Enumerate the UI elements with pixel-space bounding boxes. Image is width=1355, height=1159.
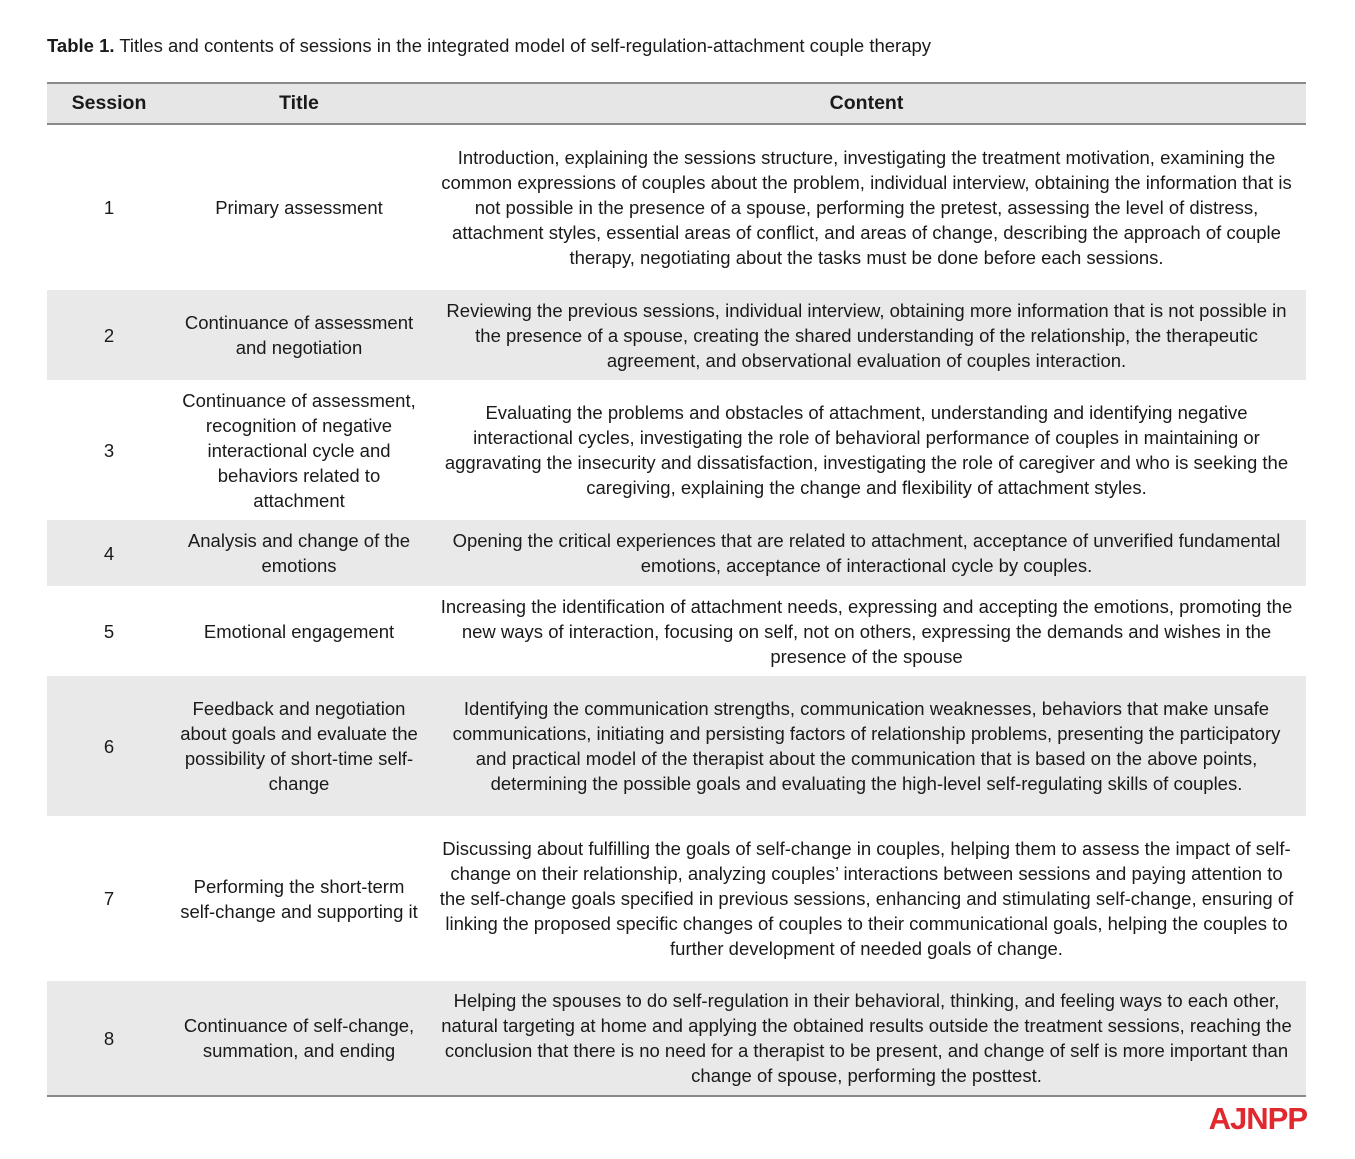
session-content: Evaluating the problems and obstacles of attachment, understanding and identifying negative interactional cycles, investigating the role of behavioral performance of couples in maintaining or aggravating the insecurity and dissatisfaction, investigating the role of caregiver and who is seeking the caregiving, explaining the change and flexibility of attachment styles.	[444, 402, 1289, 498]
sessions-table-container	[47, 82, 1306, 1097]
session-title: Continuance of assessment, recognition of negative interactional cycle and behaviors related to attachment	[182, 389, 416, 511]
caption-text: Titles and contents of sessions in the integrated model of self-regulation-attachment couple therapy	[114, 35, 932, 56]
header-row	[47, 83, 1306, 124]
session-title: Analysis and change of the emotions	[187, 530, 411, 576]
session-content: Reviewing the previous sessions, individual interview, obtaining more information that is not possible in the presence of a spouse, creating the shared understanding of the relationship, the therapeutic agreement, and observational evaluation of couples interaction.	[446, 299, 1287, 371]
session-number: 2	[103, 324, 115, 346]
table-row	[47, 816, 1306, 981]
session-title: Continuance of assessment and negotiation	[184, 312, 414, 358]
session-content: Discussing about fulfilling the goals of self-change in couples, helping them to assess the impact of self-change on their relationship, analyzing couples’ interactions between sessions and paying attention to the self-change goals specified in previous sessions, enhancing and stimulating self-change, ensuring of linking the proposed specific changes of couples to their communicational goals, helping the couples to further development of needed goals of change.	[439, 838, 1294, 959]
table-header	[47, 83, 1306, 124]
session-title: Primary assessment	[215, 197, 383, 218]
header-content: Content	[427, 83, 1306, 124]
session-content: Identifying the communication strengths, communication weaknesses, behaviors that make unsafe communications, initiating and persisting factors of relationship problems, presenting the participatory and practical model of the therapist about the communication that is based on the above points, determining the possible goals and evaluating the high-level self-regulating skills of couples.	[452, 698, 1281, 794]
table-row	[47, 676, 1306, 816]
session-number: 8	[47, 981, 171, 1096]
session-title: Performing the short-term self-change and supporting it	[180, 875, 418, 922]
session-content: Opening the critical experiences that are related to attachment, acceptance of unverified fundamental emotions, acceptance of interactional cycle by couples.	[452, 530, 1281, 576]
table-row	[47, 981, 1306, 1096]
session-number: 6	[103, 735, 115, 757]
journal-logo: AJNPP	[1208, 1101, 1307, 1136]
table-row	[47, 586, 1306, 676]
session-number: 1	[103, 197, 115, 218]
session-title: Feedback and negotiation about goals and evaluate the possibility of short-time self-change	[180, 698, 418, 794]
header-title: Title	[171, 83, 427, 124]
table-row	[47, 124, 1306, 290]
session-title: Continuance of self-change, summation, and ending	[171, 981, 427, 1096]
sessions-table	[47, 82, 1306, 1097]
table-row	[47, 520, 1306, 586]
caption-label: Table 1.	[47, 35, 115, 56]
header-session: Session	[47, 83, 171, 124]
table-row	[47, 290, 1306, 380]
table-caption	[47, 33, 931, 59]
session-content: Increasing the identification of attachment needs, expressing and accepting the emotions, promoting the new ways of interaction, focusing on self, not on others, expressing the demands and wishes in the presence of the spouse	[440, 595, 1293, 667]
table-body	[47, 124, 1306, 1096]
session-number: 3	[103, 439, 115, 461]
session-number: 5	[103, 620, 115, 642]
session-content: Introduction, explaining the sessions structure, investigating the treatment motivation, examining the common expressions of couples about the problem, individual interview, obtaining the information that is not possible in the presence of a spouse, performing the pretest, assessing the level of distress, attachment styles, essential areas of conflict, and areas of change, describing the approach of couple therapy, negotiating about the tasks must be done before each sessions.	[441, 147, 1292, 268]
session-title: Emotional engagement	[203, 620, 395, 642]
session-content: Helping the spouses to do self-regulation in their behavioral, thinking, and feeling ways to each other, natural targeting at home and applying the obtained results outside the treatment sessions, reaching the conclusion that there is no need for a therapist to be present, and change of self is more important than change of spouse, performing the posttest.	[427, 981, 1306, 1096]
session-number: 7	[103, 888, 115, 909]
session-number: 4	[103, 542, 115, 564]
table-row	[47, 380, 1306, 520]
